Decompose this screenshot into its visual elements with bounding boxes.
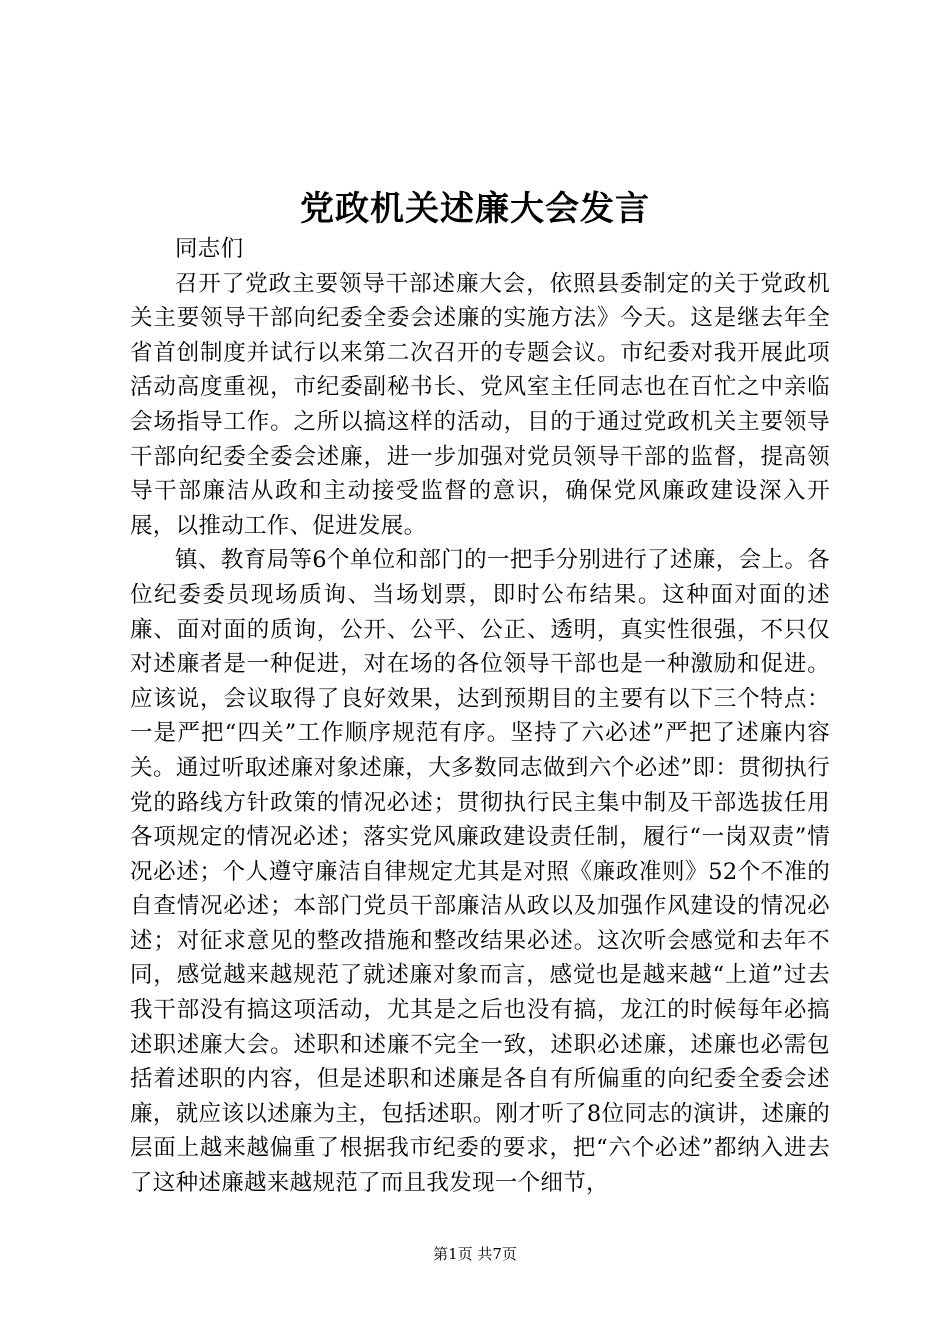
paragraph-1: 召开了党政主要领导干部述廉大会，依照县委制定的关于党政机关主要领导干部向纪委全委会述廉的实施方法》今天。这是继去年全省首创制度并试行以来第二次召开的专题会议。市纪委对我开展此项活动高度重视，市纪委副秘书长、党风室主任同志也在百忙之中亲临会场指导工作。之所以搞这样的活动，目的于通过党政机关主要领导干部向纪委全委会述廉，进一步加强对党员领导干部的监督，提高领导干部廉洁从政和主动接受监督的意识，确保党风廉政建设深入开展，以推动工作、促进发展。 bbox=[130, 270, 830, 539]
document-body bbox=[130, 232, 830, 1201]
document-title: 党政机关述廉大会发言 bbox=[300, 189, 650, 229]
paragraph-2: 镇、教育局等6个单位和部门的一把手分别进行了述廉，会上。各位纪委委员现场质询、当场划票，即时公布结果。这种面对面的述廉、面对面的质询，公开、公平、公正、透明，真实性很强，不只仅对述廉者是一种促进，对在场的各位领导干部也是一种激励和促进。应该说，会议取得了良好效果，达到预期目的主要有以下三个特点：一是严把“四关”工作顺序规范有序。坚持了六必述”严把了述廉内容关。通过听取述廉对象述廉，大多数同志做到六个必述”即：贯彻执行党的路线方针政策的情况必述；贯彻执行民主集中制及干部选拔任用各项规定的情况必述；落实党风廉政建设责任制，履行“一岗双责”情况必述；个人遵守廉洁自律规定尤其是对照《廉政准则》52个不准的自查情况必述；本部门党员干部廉洁从政以及加强作风建设的情况必述；对征求意见的整改措施和整改结果必述。这次听会感觉和去年不同，感觉越来越规范了就述廉对象而言，感觉也是越来越“上道”过去我干部没有搞这项活动，尤其是之后也没有搞，龙江的时候每年必搞述职述廉大会。述职和述廉不完全一致，述职必述廉，述廉也必需包括着述职的内容，但是述职和述廉是各自有所偏重的向纪委全委会述廉，就应该以述廉为主，包括述职。刚才听了8位同志的演讲，述廉的层面上越来越偏重了根据我市纪委的要求，把“六个必述”都纳入进去了这种述廉越来越规范了而且我发现一个细节， bbox=[130, 547, 830, 1197]
page-number-footer: 第1页 共7页 bbox=[433, 1245, 517, 1263]
salutation: 同志们 bbox=[175, 236, 244, 262]
